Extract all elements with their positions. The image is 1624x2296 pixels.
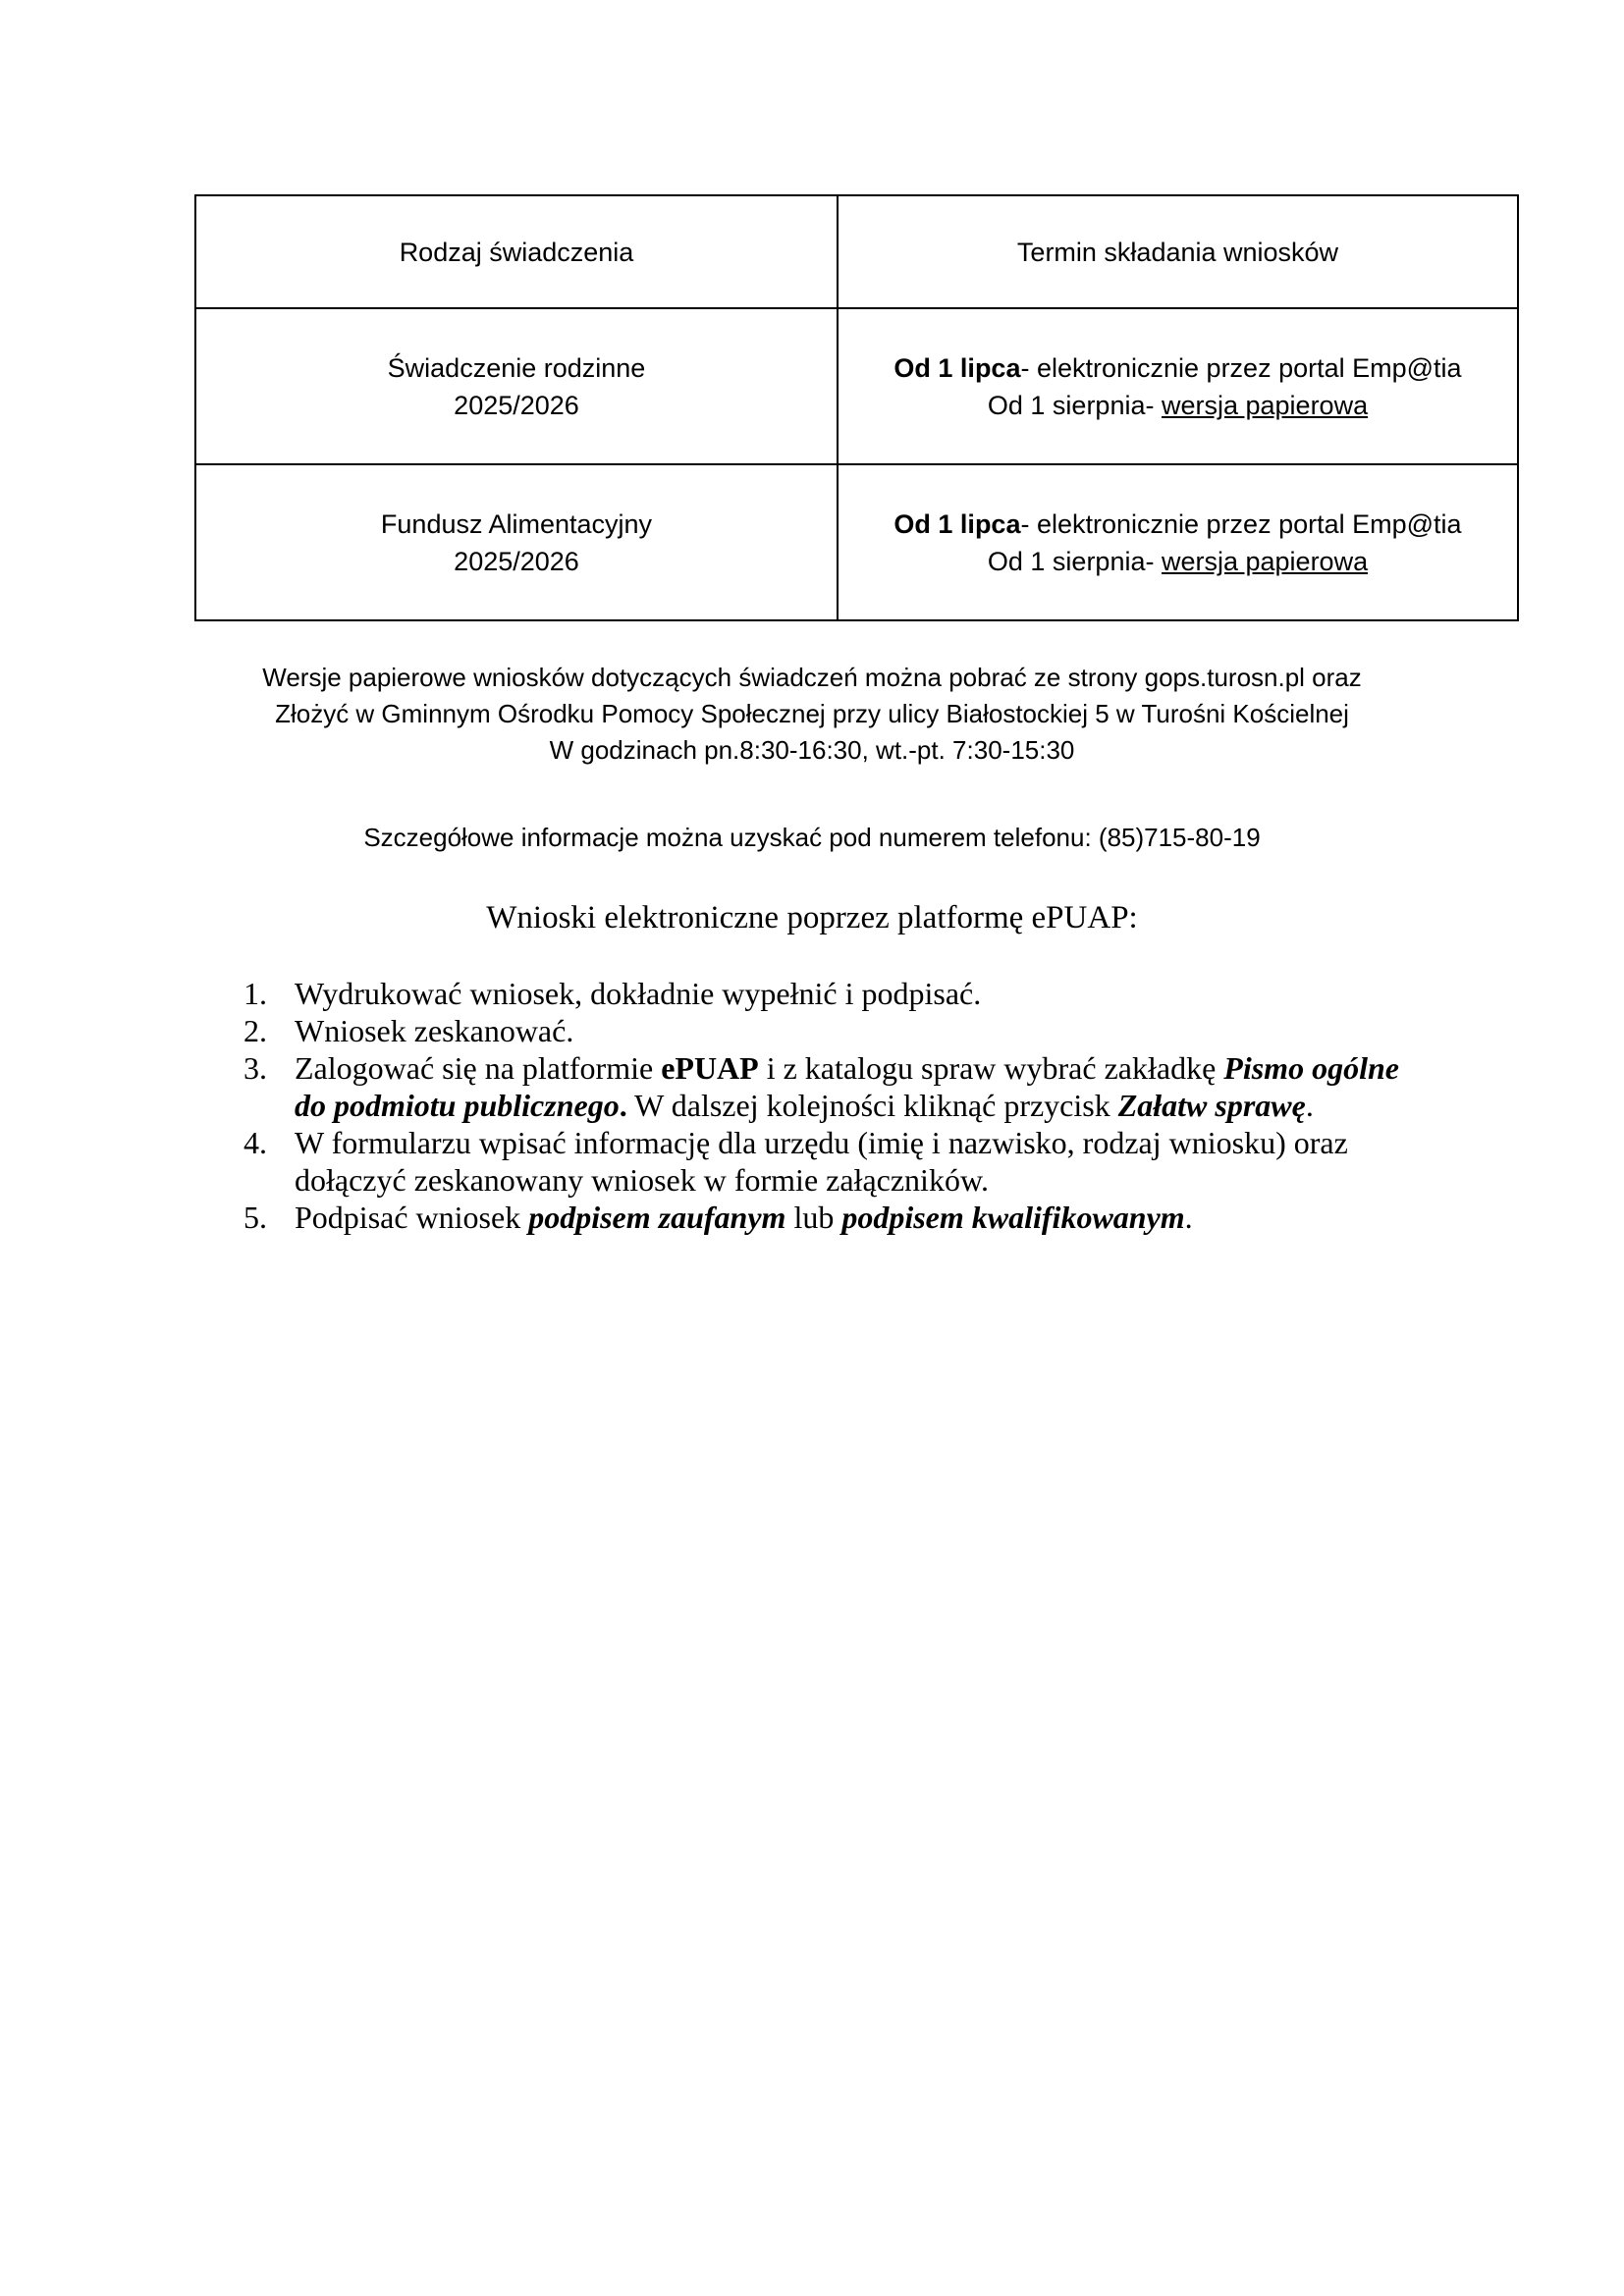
- step-text-part: W dalszej kolejności kliknąć przycisk: [626, 1088, 1118, 1123]
- step-number: 3.: [244, 1050, 267, 1086]
- step-text-part: .: [1184, 1200, 1193, 1235]
- term-electronic-text: - elektronicznie przez portal Emp@tia: [1020, 508, 1462, 539]
- header-benefit-type: Rodzaj świadczenia: [195, 195, 838, 308]
- step-text: [295, 1050, 1399, 1123]
- info-line-hours: W godzinach pn.8:30-16:30, wt.-pt. 7:30-15:30: [549, 735, 1075, 765]
- paper-version-link[interactable]: wersja papierowa: [1161, 546, 1369, 576]
- phone-info: Szczegółowe informacje można uzyskać pod numerem telefonu: (85)715-80-19: [363, 823, 1261, 852]
- benefit-cell: [195, 308, 838, 464]
- step-text-part: Zalogować się na platformie: [295, 1050, 662, 1086]
- paper-version-link[interactable]: wersja papierowa: [1161, 390, 1369, 420]
- list-item: [244, 1124, 1402, 1199]
- table-header-row: [195, 195, 1518, 308]
- info-line-download: Wersje papierowe wniosków dotyczących świadczeń można pobrać ze strony gops.turosn.pl oraz: [262, 663, 1362, 692]
- list-item: [244, 975, 1402, 1012]
- term-cell: [838, 308, 1518, 464]
- step-number: 4.: [244, 1125, 267, 1160]
- step-number: 1.: [244, 976, 267, 1011]
- step-text-part: i z katalogu spraw wybrać zakładkę: [758, 1050, 1224, 1086]
- step-text: Wydrukować wniosek, dokładnie wypełnić i podpisać.: [295, 976, 982, 1011]
- benefit-name: Świadczenie rodzinne: [387, 352, 646, 383]
- epuap-steps-list: [244, 975, 1402, 1236]
- table-row: [195, 308, 1518, 464]
- header-submission-term: Termin składania wniosków: [838, 195, 1518, 308]
- paper-forms-info: [0, 660, 1624, 769]
- step-text: W formularzu wpisać informację dla urzędu (imię i nazwisko, rodzaj wniosku) oraz dołączyć zeskanowany wniosek w formie załączników.: [295, 1125, 1348, 1198]
- benefit-name: Fundusz Alimentacyjny: [380, 508, 653, 539]
- term-electronic: [846, 506, 1509, 543]
- benefits-deadline-table: [194, 194, 1519, 621]
- step-text-part: Podpisać wniosek: [295, 1200, 529, 1235]
- step-text: [295, 1200, 1193, 1235]
- list-item: [244, 1199, 1402, 1236]
- list-item: [244, 1012, 1402, 1049]
- term-start-date: Od 1 lipca: [893, 508, 1021, 539]
- term-paper: [846, 543, 1509, 580]
- step-text-part: .: [619, 1088, 627, 1123]
- step-text: Wniosek zeskanować.: [295, 1013, 574, 1048]
- term-start-date: Od 1 lipca: [893, 352, 1021, 383]
- step-number: 2.: [244, 1013, 267, 1048]
- step-text-part: .: [1305, 1088, 1314, 1123]
- list-item: [244, 1049, 1402, 1124]
- benefit-period: 2025/2026: [454, 546, 579, 576]
- epuap-section-title: Wnioski elektroniczne poprzez platformę ePUAP:: [486, 900, 1138, 935]
- general-letter-tab-name: Pismo ogólne do podmiotu publicznego: [295, 1050, 1399, 1123]
- step-number: 5.: [244, 1200, 267, 1235]
- term-paper-prefix: Od 1 sierpnia-: [987, 390, 1162, 420]
- benefit-cell: [195, 464, 838, 620]
- term-cell: [838, 464, 1518, 620]
- benefit-period: 2025/2026: [454, 390, 579, 420]
- term-electronic-text: - elektronicznie przez portal Emp@tia: [1020, 352, 1462, 383]
- epuap-platform-name: ePUAP: [661, 1050, 759, 1086]
- term-paper: [846, 387, 1509, 424]
- info-line-address: Złożyć w Gminnym Ośrodku Pomocy Społecznej przy ulicy Białostockiej 5 w Turośni Kościelnej: [275, 699, 1349, 728]
- term-electronic: [846, 349, 1509, 387]
- term-paper-prefix: Od 1 sierpnia-: [987, 546, 1162, 576]
- handle-matter-button-name: Załatw sprawę: [1117, 1088, 1306, 1123]
- table-row: [195, 464, 1518, 620]
- qualified-signature-term: podpisem kwalifikowanym: [841, 1200, 1185, 1235]
- step-text-part: lub: [785, 1200, 842, 1235]
- trusted-signature-term: podpisem zaufanym: [528, 1200, 786, 1235]
